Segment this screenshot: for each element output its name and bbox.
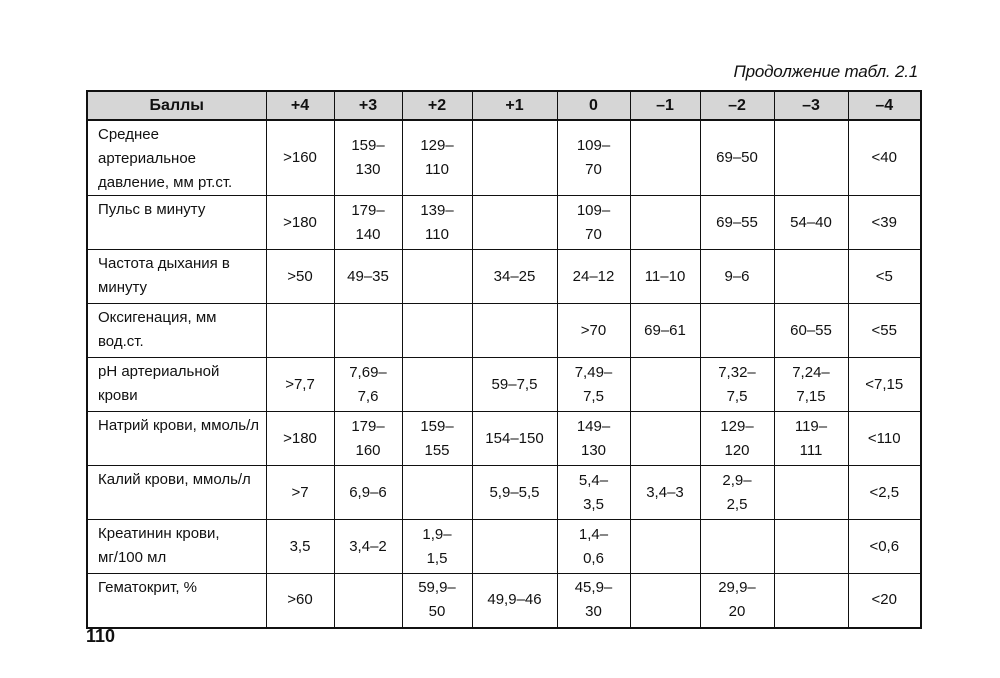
header-cell: –3 xyxy=(774,91,848,120)
value-cell xyxy=(774,574,848,628)
value-cell xyxy=(266,304,334,358)
table-caption: Продолжение табл. 2.1 xyxy=(733,62,918,81)
value-cell: 119– 111 xyxy=(774,412,848,466)
header-cell: –2 xyxy=(700,91,774,120)
value-cell: >180 xyxy=(266,196,334,250)
value-cell: <20 xyxy=(848,574,921,628)
value-cell: <0,6 xyxy=(848,520,921,574)
value-cell: 139– 110 xyxy=(402,196,472,250)
page-number: 110 xyxy=(86,626,116,646)
value-cell xyxy=(774,120,848,196)
value-cell xyxy=(774,466,848,520)
value-cell xyxy=(630,358,700,412)
table-row xyxy=(87,250,921,304)
parameter-cell: Натрий крови, ммоль/л xyxy=(87,412,266,466)
value-cell xyxy=(630,120,700,196)
value-cell: 69–50 xyxy=(700,120,774,196)
value-cell: 7,32– 7,5 xyxy=(700,358,774,412)
parameter-cell: pH артериальной крови xyxy=(87,358,266,412)
value-cell: <7,15 xyxy=(848,358,921,412)
value-cell: 49–35 xyxy=(334,250,402,304)
value-cell xyxy=(402,250,472,304)
value-cell: 34–25 xyxy=(472,250,557,304)
value-cell: 11–10 xyxy=(630,250,700,304)
value-cell: 29,9– 20 xyxy=(700,574,774,628)
value-cell: 49,9–46 xyxy=(472,574,557,628)
value-cell: 129– 110 xyxy=(402,120,472,196)
value-cell: 1,9– 1,5 xyxy=(402,520,472,574)
header-cell: Баллы xyxy=(87,91,266,120)
value-cell: 60–55 xyxy=(774,304,848,358)
value-cell xyxy=(700,304,774,358)
value-cell xyxy=(402,304,472,358)
value-cell: 9–6 xyxy=(700,250,774,304)
value-cell: >160 xyxy=(266,120,334,196)
value-cell: 7,49– 7,5 xyxy=(557,358,630,412)
value-cell: 179– 160 xyxy=(334,412,402,466)
value-cell: 6,9–6 xyxy=(334,466,402,520)
value-cell: 24–12 xyxy=(557,250,630,304)
table-row xyxy=(87,466,921,520)
parameter-cell: Частота дыхания в минуту xyxy=(87,250,266,304)
value-cell xyxy=(334,304,402,358)
table-row xyxy=(87,120,921,196)
value-cell: 159– 130 xyxy=(334,120,402,196)
value-cell: 149– 130 xyxy=(557,412,630,466)
value-cell: 59,9– 50 xyxy=(402,574,472,628)
value-cell: >180 xyxy=(266,412,334,466)
value-cell xyxy=(472,196,557,250)
value-cell: 109– 70 xyxy=(557,120,630,196)
table-row xyxy=(87,520,921,574)
value-cell: 109– 70 xyxy=(557,196,630,250)
value-cell: 3,4–3 xyxy=(630,466,700,520)
parameter-cell: Оксигенация, мм вод.ст. xyxy=(87,304,266,358)
value-cell xyxy=(472,520,557,574)
value-cell: 159– 155 xyxy=(402,412,472,466)
value-cell: >50 xyxy=(266,250,334,304)
value-cell: <5 xyxy=(848,250,921,304)
value-cell: 5,9–5,5 xyxy=(472,466,557,520)
value-cell: <2,5 xyxy=(848,466,921,520)
value-cell xyxy=(402,358,472,412)
value-cell xyxy=(774,250,848,304)
value-cell: 54–40 xyxy=(774,196,848,250)
parameter-cell: Калий крови, ммоль/л xyxy=(87,466,266,520)
value-cell: 59–7,5 xyxy=(472,358,557,412)
table-row xyxy=(87,412,921,466)
parameter-cell: Гематокрит, % xyxy=(87,574,266,628)
header-cell: +4 xyxy=(266,91,334,120)
value-cell: >7 xyxy=(266,466,334,520)
value-cell: 3,4–2 xyxy=(334,520,402,574)
value-cell xyxy=(630,196,700,250)
value-cell: 7,69– 7,6 xyxy=(334,358,402,412)
header-cell: 0 xyxy=(557,91,630,120)
value-cell: <39 xyxy=(848,196,921,250)
header-row xyxy=(87,91,921,120)
value-cell xyxy=(630,412,700,466)
value-cell: 1,4– 0,6 xyxy=(557,520,630,574)
parameter-cell: Пульс в минуту xyxy=(87,196,266,250)
value-cell: 179– 140 xyxy=(334,196,402,250)
header-cell: +1 xyxy=(472,91,557,120)
value-cell xyxy=(774,520,848,574)
value-cell xyxy=(472,304,557,358)
value-cell: 129– 120 xyxy=(700,412,774,466)
value-cell xyxy=(630,574,700,628)
table-row xyxy=(87,196,921,250)
value-cell: 69–55 xyxy=(700,196,774,250)
value-cell: >7,7 xyxy=(266,358,334,412)
table-row xyxy=(87,304,921,358)
value-cell xyxy=(402,466,472,520)
value-cell xyxy=(700,520,774,574)
header-cell: –4 xyxy=(848,91,921,120)
value-cell xyxy=(630,520,700,574)
value-cell: <55 xyxy=(848,304,921,358)
header-cell: –1 xyxy=(630,91,700,120)
apache-scoring-table xyxy=(86,90,922,629)
value-cell: >70 xyxy=(557,304,630,358)
value-cell: 69–61 xyxy=(630,304,700,358)
value-cell xyxy=(472,120,557,196)
value-cell: 154–150 xyxy=(472,412,557,466)
table-row xyxy=(87,358,921,412)
value-cell: <40 xyxy=(848,120,921,196)
value-cell: 45,9– 30 xyxy=(557,574,630,628)
value-cell: 2,9– 2,5 xyxy=(700,466,774,520)
value-cell: 3,5 xyxy=(266,520,334,574)
value-cell: <110 xyxy=(848,412,921,466)
value-cell: 7,24– 7,15 xyxy=(774,358,848,412)
parameter-cell: Среднее артериальное давление, мм рт.ст. xyxy=(87,120,266,196)
value-cell: >60 xyxy=(266,574,334,628)
value-cell xyxy=(334,574,402,628)
table-row xyxy=(87,574,921,628)
parameter-cell: Креатинин крови, мг/100 мл xyxy=(87,520,266,574)
value-cell: 5,4– 3,5 xyxy=(557,466,630,520)
header-cell: +2 xyxy=(402,91,472,120)
header-cell: +3 xyxy=(334,91,402,120)
